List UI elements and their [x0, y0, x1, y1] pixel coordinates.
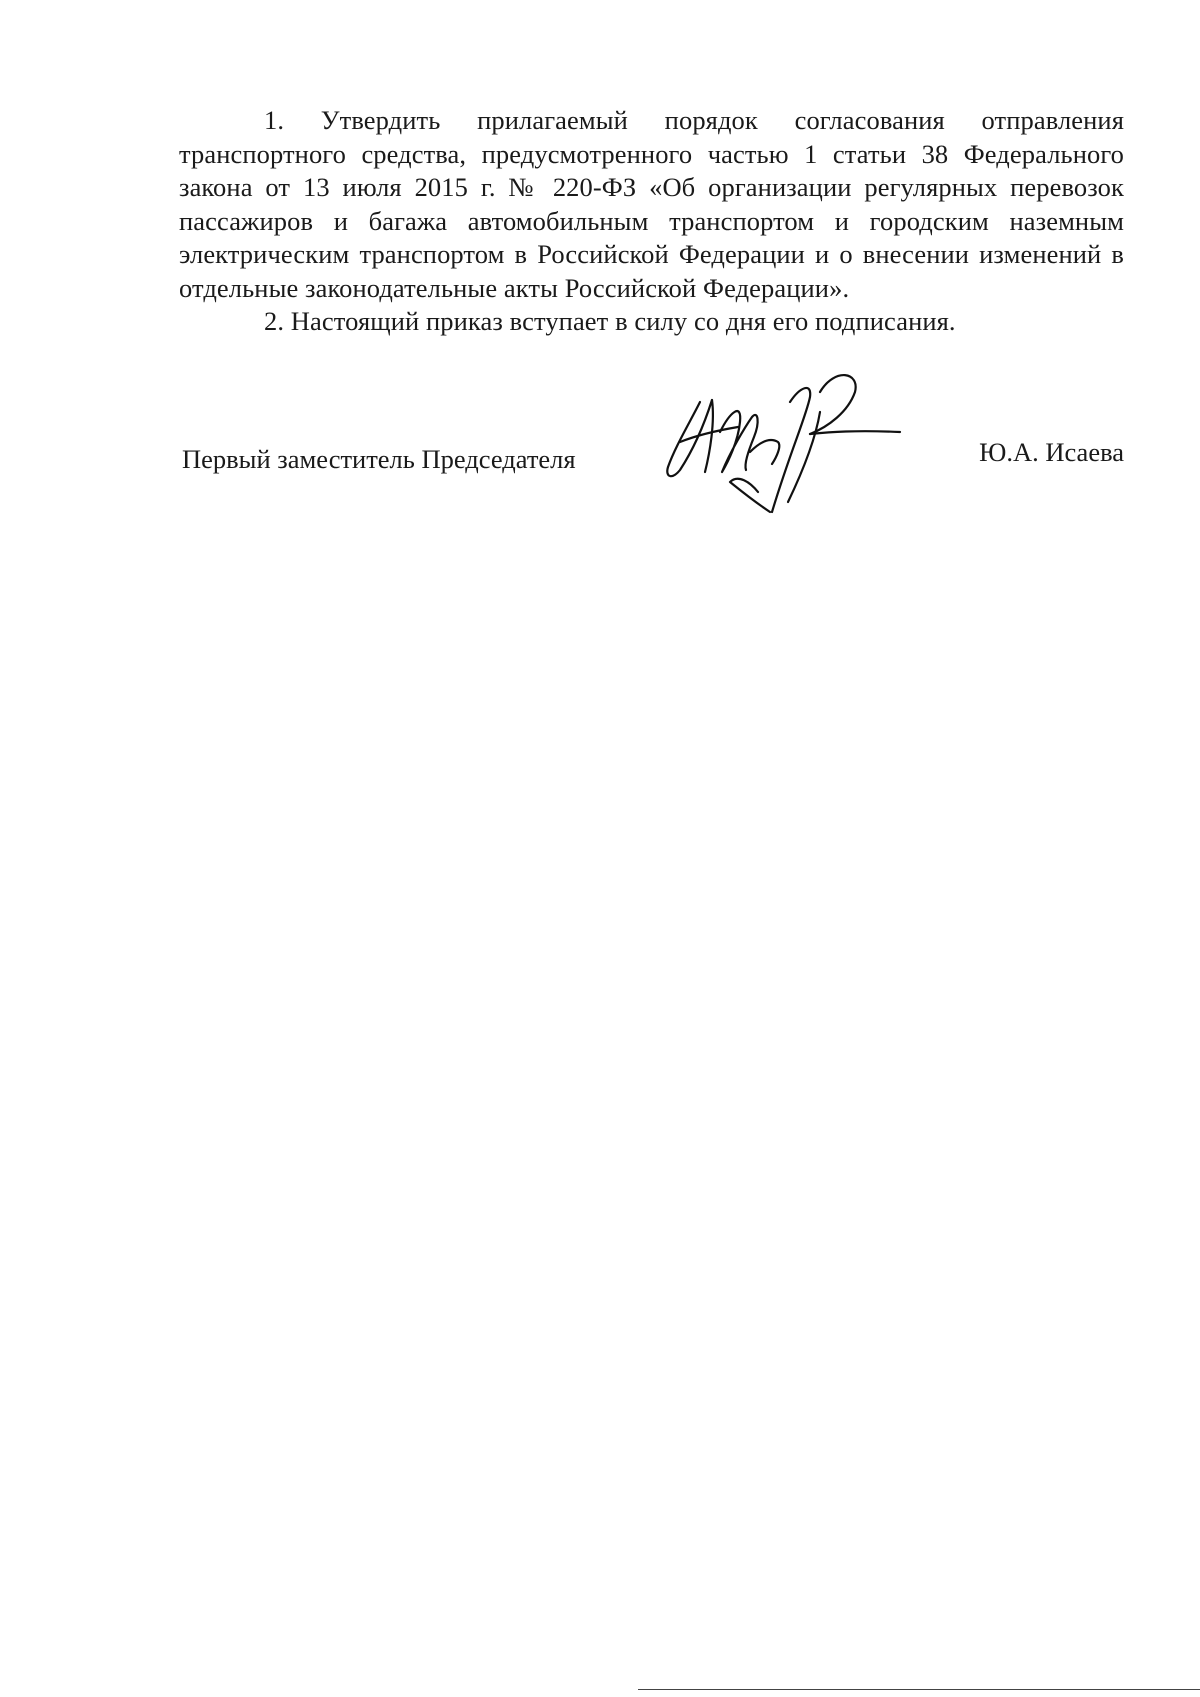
handwritten-signature — [660, 372, 910, 522]
order-clause-1: 1. Утвердить прилагаемый порядок согласования отправления транспортного средства, предусмотренного частью 1 статьи 38 Федерального закона от 13 июля 2015 г. № 220-ФЗ «Об организации регулярных перевозок пассажиров и багажа автомобильным транспортом и городским наземным электрическим транспортом в Российской Федерации и о внесении изменений в отдельные законодательные акты Российской Федерации». — [179, 105, 1124, 303]
order-body — [179, 104, 1124, 339]
signatory-name: Ю.А. Исаева — [979, 437, 1124, 467]
signatory-position: Первый заместитель Председателя — [182, 444, 576, 474]
footer-divider — [638, 1689, 1200, 1690]
order-clause-2: 2. Настоящий приказ вступает в силу со дня его подписания. — [264, 306, 956, 336]
